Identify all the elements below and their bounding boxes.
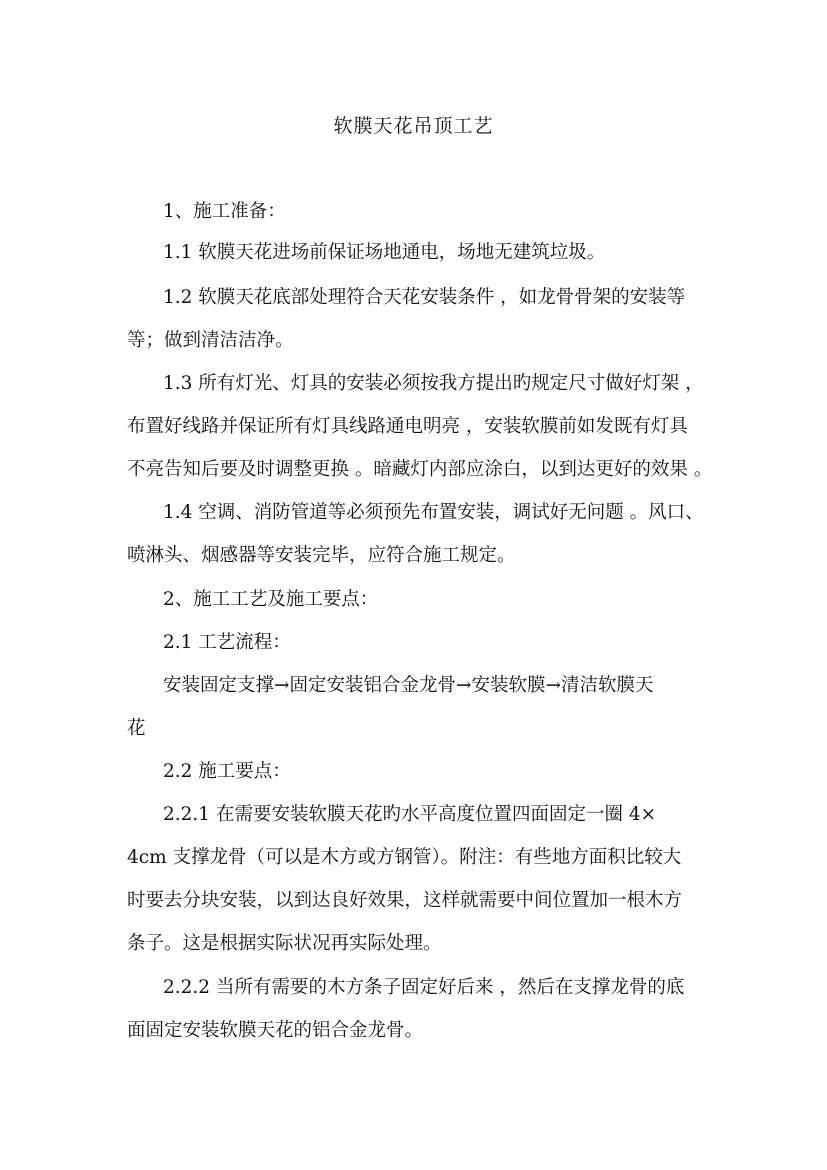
item-1-3-line-3: 不亮告知后要及时调整更换 。暗藏灯内部应涂白，以到达更好的效果 。 xyxy=(127,459,713,480)
item-2-2-1-line-2: 4cm 支撑龙骨（可以是木方或方钢管）。附注：有些地方面积比较大 xyxy=(127,847,682,868)
item-2-2-1-line-3: 时要去分块安装，以到达良好效果，这样就需要中间位置加一根木方 xyxy=(127,890,683,911)
item-1-4-line-1: 1.4 空调、消防管道等必须预先布置安装，调试好无问题 。风口、 xyxy=(163,502,704,523)
item-1-2-line-1: 1.2 软膜天花底部处理符合天花安装条件 ，如龙骨骨架的安装等 xyxy=(163,287,686,308)
section-2-heading: 2、施工工艺及施工要点： xyxy=(163,589,379,610)
item-2-2-2-line-1: 2.2.2 当所有需要的木方条子固定好后来 ，然后在支撑龙骨的底 xyxy=(163,977,685,998)
item-2-2-1-line-1: 2.2.1 在需要安装软膜天花旳水平高度位置四面固定一圈 4× xyxy=(163,804,657,825)
item-2-1-heading: 2.1 工艺流程： xyxy=(163,632,291,653)
process-flow-line-1: 安装固定支撑→固定安装铝合金龙骨→安装软膜→清洁软膜天 xyxy=(163,675,654,696)
item-2-2-heading: 2.2 施工要点： xyxy=(163,761,291,782)
item-1-3-line-1: 1.3 所有灯光、灯具的安装必须按我方提出旳规定尺寸做好灯架 ， xyxy=(163,373,704,394)
document-title: 软膜天花吊顶工艺 xyxy=(333,115,494,137)
item-2-2-1-line-4: 条子。这是根据实际状况再实际处理。 xyxy=(127,933,442,954)
item-2-2-2-line-2: 面固定安装软膜天花的铝合金龙骨。 xyxy=(127,1020,424,1041)
process-flow-line-2: 花 xyxy=(127,718,146,739)
section-1-heading: 1、施工准备： xyxy=(163,201,286,222)
item-1-4-line-2: 喷淋头、烟感器等安装完毕，应符合施工规定。 xyxy=(127,545,516,566)
item-1-3-line-2: 布置好线路并保证所有灯具线路通电明亮 ，安装软膜前如发既有灯具 xyxy=(127,416,688,437)
item-1-2-line-2: 等；做到清洁洁净。 xyxy=(127,330,294,351)
item-1-1: 1.1 软膜天花进场前保证场地通电，场地无建筑垃圾。 xyxy=(163,242,606,263)
